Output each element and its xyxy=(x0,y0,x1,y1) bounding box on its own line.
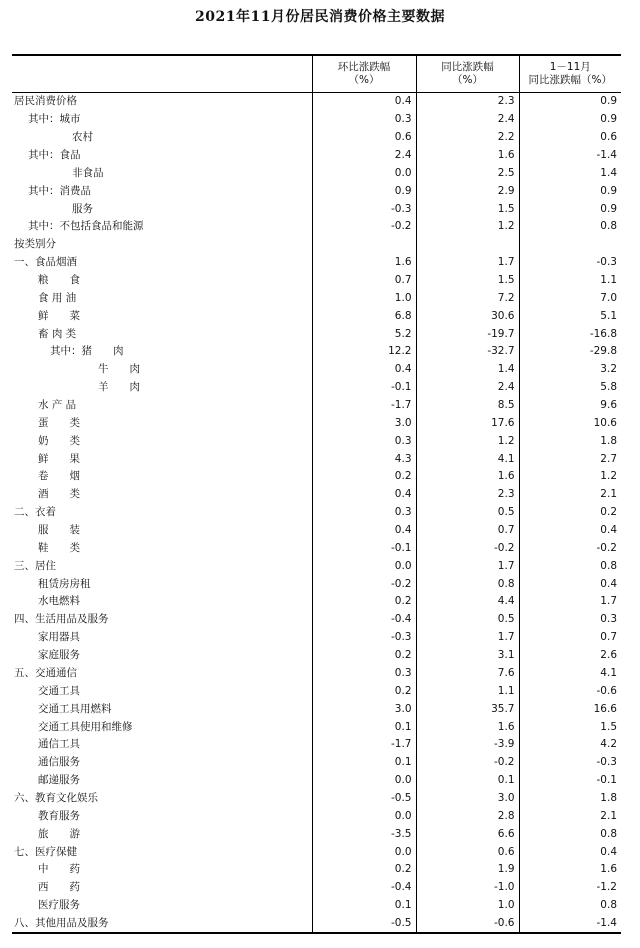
row-yoy-value: 1.7 xyxy=(416,557,519,575)
row-mom-value: 0.3 xyxy=(312,504,416,522)
row-mom-value: 3.0 xyxy=(312,414,416,432)
row-ytd-value: 0.9 xyxy=(519,182,621,200)
row-mom-value: -0.3 xyxy=(312,629,416,647)
row-ytd-value: 4.1 xyxy=(519,665,621,683)
row-label: 家庭服务 xyxy=(38,649,80,662)
table-row xyxy=(12,361,621,379)
row-ytd-value: -0.1 xyxy=(519,772,621,790)
row-mom-value: 0.6 xyxy=(312,129,416,147)
row-yoy-value: 2.4 xyxy=(416,111,519,129)
table-row xyxy=(12,504,621,522)
row-yoy-value: 1.7 xyxy=(416,629,519,647)
row-ytd-value: 1.7 xyxy=(519,593,621,611)
table-row xyxy=(12,218,621,236)
row-yoy-value: 1.0 xyxy=(416,897,519,915)
row-label: 家用器具 xyxy=(38,631,80,644)
row-ytd-value: 4.2 xyxy=(519,736,621,754)
table-row xyxy=(12,486,621,504)
row-ytd-value: -0.2 xyxy=(519,539,621,557)
row-yoy-value: 7.6 xyxy=(416,665,519,683)
row-label: 教育服务 xyxy=(38,809,80,822)
row-label: 西 药 xyxy=(38,881,80,894)
row-yoy-value: 4.1 xyxy=(416,450,519,468)
row-ytd-value: 7.0 xyxy=(519,289,621,307)
row-yoy-value: 2.8 xyxy=(416,807,519,825)
row-ytd-value: 0.9 xyxy=(519,200,621,218)
row-ytd-value: -1.2 xyxy=(519,879,621,897)
row-ytd-value: 0.8 xyxy=(519,557,621,575)
row-ytd-value: 0.9 xyxy=(519,93,621,111)
row-yoy-value: 2.5 xyxy=(416,164,519,182)
row-yoy-value: 0.7 xyxy=(416,522,519,540)
row-mom-value: 0.2 xyxy=(312,682,416,700)
row-mom-value: -0.1 xyxy=(312,379,416,397)
row-ytd-value: 0.8 xyxy=(519,218,621,236)
row-yoy-value: 2.2 xyxy=(416,129,519,147)
table-row xyxy=(12,593,621,611)
table-row xyxy=(12,182,621,200)
table-row xyxy=(12,879,621,897)
table-row xyxy=(12,236,621,254)
row-mom-value: 12.2 xyxy=(312,343,416,361)
row-label: 服务 xyxy=(72,202,93,215)
row-ytd-value: 1.6 xyxy=(519,861,621,879)
row-ytd-value: -0.3 xyxy=(519,754,621,772)
row-yoy-value: 30.6 xyxy=(416,307,519,325)
row-yoy-value: 1.5 xyxy=(416,200,519,218)
row-mom-value: 0.2 xyxy=(312,861,416,879)
row-mom-value: 4.3 xyxy=(312,450,416,468)
table-row xyxy=(12,272,621,290)
row-mom-value: -0.2 xyxy=(312,575,416,593)
row-mom-value: 0.2 xyxy=(312,647,416,665)
row-yoy-value: 0.5 xyxy=(416,504,519,522)
row-label: 租赁房房租 xyxy=(38,577,91,590)
row-ytd-value: -1.4 xyxy=(519,147,621,165)
row-label: 鲜 菜 xyxy=(38,309,80,322)
row-label: 交通工具使用和维修 xyxy=(38,720,133,733)
table-row xyxy=(12,754,621,772)
table-row xyxy=(12,397,621,415)
table-row xyxy=(12,93,621,111)
row-ytd-value: -0.3 xyxy=(519,254,621,272)
row-yoy-value: -32.7 xyxy=(416,343,519,361)
row-yoy-value: 1.9 xyxy=(416,861,519,879)
row-label: 交通工具用燃料 xyxy=(38,702,112,715)
row-ytd-value: -0.6 xyxy=(519,682,621,700)
row-ytd-value: 0.8 xyxy=(519,825,621,843)
row-yoy-value: 3.0 xyxy=(416,790,519,808)
row-yoy-value: 8.5 xyxy=(416,397,519,415)
table-row xyxy=(12,307,621,325)
row-label: 其中：城市 xyxy=(28,113,81,126)
row-label: 旅 游 xyxy=(38,827,80,840)
table-row xyxy=(12,522,621,540)
table-row xyxy=(12,200,621,218)
table-row xyxy=(12,164,621,182)
row-label: 一、食品烟酒 xyxy=(14,256,77,269)
row-yoy-value: 0.8 xyxy=(416,575,519,593)
row-ytd-value: 0.4 xyxy=(519,522,621,540)
table-row xyxy=(12,557,621,575)
table-row xyxy=(12,147,621,165)
header-yoy-line2: （%） xyxy=(452,74,483,86)
row-mom-value: 0.4 xyxy=(312,522,416,540)
table-body xyxy=(12,93,621,934)
row-mom-value: 5.2 xyxy=(312,325,416,343)
row-label: 畜 肉 类 xyxy=(38,327,77,340)
row-mom-value: 1.6 xyxy=(312,254,416,272)
table-row xyxy=(12,414,621,432)
table-row xyxy=(12,539,621,557)
row-ytd-value: 1.8 xyxy=(519,432,621,450)
row-label: 其中：消费品 xyxy=(28,184,91,197)
row-mom-value: -0.3 xyxy=(312,200,416,218)
row-ytd-value: 1.2 xyxy=(519,468,621,486)
row-yoy-value: 17.6 xyxy=(416,414,519,432)
header-mom xyxy=(312,55,416,93)
row-label: 七、医疗保健 xyxy=(14,845,77,858)
row-ytd-value: 0.3 xyxy=(519,611,621,629)
table-row xyxy=(12,915,621,934)
row-label: 鲜 果 xyxy=(38,452,80,465)
table-row xyxy=(12,468,621,486)
row-mom-value: 0.0 xyxy=(312,843,416,861)
row-ytd-value: 10.6 xyxy=(519,414,621,432)
row-yoy-value: 0.1 xyxy=(416,772,519,790)
row-ytd-value: -16.8 xyxy=(519,325,621,343)
header-mom-line1: 环比涨跌幅 xyxy=(337,61,391,73)
row-yoy-value: 1.1 xyxy=(416,682,519,700)
row-label: 食 用 油 xyxy=(38,291,77,304)
row-label: 其中：不包括食品和能源 xyxy=(28,220,144,233)
table-row xyxy=(12,254,621,272)
table-header-row xyxy=(12,55,621,93)
header-mom-line2: （%） xyxy=(348,74,380,86)
row-label: 二、衣着 xyxy=(14,506,56,519)
cpi-data-table xyxy=(12,54,621,934)
row-mom-value: 0.7 xyxy=(312,272,416,290)
table-row xyxy=(12,665,621,683)
row-ytd-value: 2.7 xyxy=(519,450,621,468)
table-row xyxy=(12,647,621,665)
row-yoy-value: 1.6 xyxy=(416,147,519,165)
row-yoy-value: 0.6 xyxy=(416,843,519,861)
row-yoy-value: -1.0 xyxy=(416,879,519,897)
row-mom-value: -1.7 xyxy=(312,397,416,415)
row-ytd-value: 16.6 xyxy=(519,700,621,718)
row-yoy-value: 1.4 xyxy=(416,361,519,379)
row-label: 八、其他用品及服务 xyxy=(12,915,312,934)
row-yoy-value: -0.6 xyxy=(416,915,519,934)
row-mom-value: -0.5 xyxy=(312,790,416,808)
table-row xyxy=(12,897,621,915)
table-row xyxy=(12,772,621,790)
row-ytd-value: 0.7 xyxy=(519,629,621,647)
row-yoy-value: 7.2 xyxy=(416,289,519,307)
table-row xyxy=(12,718,621,736)
row-ytd-value: 1.4 xyxy=(519,164,621,182)
row-label: 通信工具 xyxy=(38,738,80,751)
row-mom-value: 0.1 xyxy=(312,754,416,772)
row-yoy-value: 0.5 xyxy=(416,611,519,629)
row-yoy-value: -3.9 xyxy=(416,736,519,754)
row-yoy-value: 2.4 xyxy=(416,379,519,397)
row-label: 羊 肉 xyxy=(98,381,140,394)
row-label: 六、教育文化娱乐 xyxy=(14,791,98,804)
row-yoy-value: 1.7 xyxy=(416,254,519,272)
row-mom-value: 0.3 xyxy=(312,432,416,450)
table-row xyxy=(12,629,621,647)
table-row xyxy=(12,129,621,147)
table-row xyxy=(12,611,621,629)
row-yoy-value: 2.9 xyxy=(416,182,519,200)
row-mom-value: 3.0 xyxy=(312,700,416,718)
row-label: 中 药 xyxy=(38,863,80,876)
row-ytd-value: 1.1 xyxy=(519,272,621,290)
row-yoy-value: 1.2 xyxy=(416,218,519,236)
row-label: 医疗服务 xyxy=(38,899,80,912)
row-label: 邮递服务 xyxy=(38,774,80,787)
row-ytd-value: 0.4 xyxy=(519,575,621,593)
row-ytd-value: 3.2 xyxy=(519,361,621,379)
header-yoy xyxy=(416,55,519,93)
row-mom-value: 2.4 xyxy=(312,147,416,165)
row-label: 非食品 xyxy=(72,166,104,179)
row-ytd-value: 0.8 xyxy=(519,897,621,915)
row-label: 水电燃料 xyxy=(38,595,80,608)
row-ytd-value: 2.1 xyxy=(519,486,621,504)
row-yoy-value: -19.7 xyxy=(416,325,519,343)
row-mom-value: 1.0 xyxy=(312,289,416,307)
row-label: 奶 类 xyxy=(38,434,80,447)
row-mom-value: 0.0 xyxy=(312,772,416,790)
row-mom-value: -3.5 xyxy=(312,825,416,843)
row-mom-value: -0.5 xyxy=(312,915,416,934)
row-ytd-value: 1.5 xyxy=(519,718,621,736)
row-mom-value: 0.0 xyxy=(312,807,416,825)
row-mom-value xyxy=(312,236,416,254)
table-row xyxy=(12,790,621,808)
row-ytd-value: 0.9 xyxy=(519,111,621,129)
row-label: 酒 类 xyxy=(38,488,80,501)
row-ytd-value xyxy=(519,236,621,254)
header-label-cell xyxy=(12,55,312,93)
row-label: 粮 食 xyxy=(38,274,80,287)
row-ytd-value: 5.1 xyxy=(519,307,621,325)
header-yoy-line1: 同比涨跌幅 xyxy=(441,61,494,73)
row-yoy-value: 4.4 xyxy=(416,593,519,611)
row-label: 三、居住 xyxy=(14,559,56,572)
row-yoy-value: 35.7 xyxy=(416,700,519,718)
row-yoy-value: 2.3 xyxy=(416,93,519,111)
row-label: 交通工具 xyxy=(38,684,80,697)
row-label: 按类别分 xyxy=(14,238,56,251)
row-ytd-value: 5.8 xyxy=(519,379,621,397)
row-ytd-value: 0.4 xyxy=(519,843,621,861)
table-row xyxy=(12,700,621,718)
row-yoy-value: 1.6 xyxy=(416,718,519,736)
row-mom-value: -0.4 xyxy=(312,879,416,897)
row-mom-value: -0.1 xyxy=(312,539,416,557)
row-mom-value: -0.2 xyxy=(312,218,416,236)
row-mom-value: 0.4 xyxy=(312,361,416,379)
table-row xyxy=(12,575,621,593)
row-ytd-value: -29.8 xyxy=(519,343,621,361)
row-ytd-value: 0.2 xyxy=(519,504,621,522)
header-ytd xyxy=(519,55,621,93)
table-row xyxy=(12,450,621,468)
row-label: 鞋 类 xyxy=(38,541,80,554)
row-ytd-value: 9.6 xyxy=(519,397,621,415)
row-label: 服 装 xyxy=(38,524,80,537)
row-mom-value: 0.4 xyxy=(312,486,416,504)
row-mom-value: 0.2 xyxy=(312,468,416,486)
row-mom-value: 0.3 xyxy=(312,111,416,129)
row-mom-value: 0.9 xyxy=(312,182,416,200)
row-yoy-value: 3.1 xyxy=(416,647,519,665)
table-row xyxy=(12,825,621,843)
row-yoy-value: 1.6 xyxy=(416,468,519,486)
table-row xyxy=(12,736,621,754)
row-ytd-value: -1.4 xyxy=(519,915,621,934)
row-mom-value: -1.7 xyxy=(312,736,416,754)
row-label: 蛋 类 xyxy=(38,416,80,429)
row-label: 水 产 品 xyxy=(38,399,77,412)
row-label: 其中：猪 肉 xyxy=(50,345,124,358)
row-ytd-value: 2.6 xyxy=(519,647,621,665)
row-label: 通信服务 xyxy=(38,756,80,769)
table-row xyxy=(12,343,621,361)
row-mom-value: 0.3 xyxy=(312,665,416,683)
row-yoy-value: 6.6 xyxy=(416,825,519,843)
table-row xyxy=(12,861,621,879)
table-row xyxy=(12,843,621,861)
table-row xyxy=(12,325,621,343)
table-row xyxy=(12,111,621,129)
row-ytd-value: 2.1 xyxy=(519,807,621,825)
table-row xyxy=(12,379,621,397)
row-label: 五、交通通信 xyxy=(14,666,77,679)
row-label: 卷 烟 xyxy=(38,470,80,483)
row-ytd-value: 0.6 xyxy=(519,129,621,147)
row-ytd-value: 1.8 xyxy=(519,790,621,808)
row-yoy-value: -0.2 xyxy=(416,754,519,772)
row-label: 其中：食品 xyxy=(28,149,81,161)
row-label: 四、生活用品及服务 xyxy=(14,613,109,626)
row-mom-value: 0.1 xyxy=(312,897,416,915)
page-title: 2021年11月份居民消费价格主要数据 xyxy=(195,9,445,25)
header-ytd-line1: 1－11月 xyxy=(549,61,591,73)
row-yoy-value: -0.2 xyxy=(416,539,519,557)
table-row xyxy=(12,432,621,450)
row-mom-value: 0.0 xyxy=(312,557,416,575)
row-label: 居民消费价格 xyxy=(14,95,77,108)
row-mom-value: 0.2 xyxy=(312,593,416,611)
row-yoy-value: 1.5 xyxy=(416,272,519,290)
row-mom-value: 0.4 xyxy=(312,93,416,111)
table-row xyxy=(12,682,621,700)
table-row xyxy=(12,289,621,307)
row-mom-value: 0.1 xyxy=(312,718,416,736)
row-yoy-value: 1.2 xyxy=(416,432,519,450)
row-label: 牛 肉 xyxy=(98,363,140,376)
table-row xyxy=(12,807,621,825)
row-mom-value: 0.0 xyxy=(312,164,416,182)
row-mom-value: -0.4 xyxy=(312,611,416,629)
row-label: 农村 xyxy=(72,131,93,144)
header-ytd-line2: 同比涨跌幅（%） xyxy=(528,74,612,86)
row-yoy-value: 2.3 xyxy=(416,486,519,504)
row-yoy-value xyxy=(416,236,519,254)
row-mom-value: 6.8 xyxy=(312,307,416,325)
